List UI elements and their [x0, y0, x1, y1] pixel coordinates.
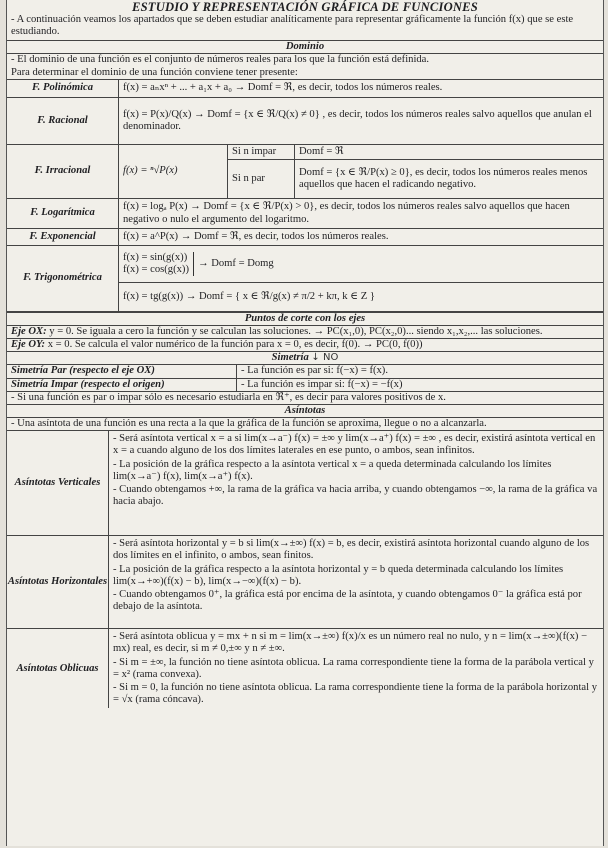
asintotas-horizontales-row — [7, 536, 603, 629]
asintotas-horizontales-label: Asíntotas Horizontales — [7, 536, 109, 628]
document-page — [6, 0, 604, 846]
corte-eje-oy — [7, 339, 603, 352]
row-label: F. Irracional — [7, 144, 119, 198]
row-text: f(x) = aₙxⁿ + ... + a₁x + a₀ → Domf = ℜ, es decir, todos los números reales. — [119, 80, 604, 98]
corte-oy-text: x = 0. Se calcula el valor numérico de la función para x = 0, es decir, f(0). → PC(0, f(0)) — [47, 339, 423, 351]
irracional-impar-label: Si n impar — [228, 144, 295, 159]
trig-line-cos: f(x) = cos(g(x)) — [123, 264, 189, 276]
intro-paragraph: - A continuación veamos los apartados que se deben estudiar analíticamente para representar gráficamente la función f(x) que se este estudiando. — [7, 14, 603, 41]
asintotas-verticales-text — [109, 431, 603, 535]
trig-line-tg: f(x) = tg(g(x)) → Domf = { x ∈ ℜ/g(x) ≠ π/2 + kπ, k ∈ Z } — [119, 283, 604, 312]
row-label: F. Racional — [7, 97, 119, 144]
simetria-impar-text: - La función es impar si: f(−x) = −f(x) — [241, 378, 403, 390]
bullet-item: - La posición de la gráfica respecto a la asíntota horizontal y = b queda determinada calculando los límites lim(x→+∞)(f(x) − b), lim(x→−∞)(f(x) − b). — [113, 563, 564, 587]
bullet-item: - Si m = ±∞, la función no tiene asíntota oblicua. La rama correspondiente tiene la forma de la parábola vertical y = x² (rama convexa). — [113, 656, 594, 680]
dominio-row-logaritmica — [7, 199, 603, 229]
page-title: ESTUDIO Y REPRESENTACIÓN GRÁFICA DE FUNCIONES — [132, 0, 478, 14]
section-heading-asintotas: Asíntotas — [7, 405, 603, 418]
dominio-row-irracional — [7, 144, 603, 159]
row-label: F. Logarítmica — [7, 199, 119, 229]
bullet-item: - Si m = 0, la función no tiene asíntota oblicua. La rama correspondiente tiene la forma de la parábola horizontal y = √x (rama cóncava). — [113, 682, 597, 706]
row-label: F. Trigonométrica — [7, 246, 119, 312]
trig-line-sin: f(x) = sin(g(x)) — [123, 251, 188, 263]
asintotas-horizontales-text — [109, 536, 603, 628]
irracional-formula: f(x) = ⁿ√P(x) — [119, 144, 228, 198]
row-text: f(x) = a^P(x) → Domf = ℜ, es decir, todos los números reales. — [119, 229, 604, 246]
simetria-par-row — [7, 365, 603, 378]
bullet-item: - Será asíntota oblicua y = mx + n si m = lim(x→±∞) f(x)/x es un número real no nulo, y n = lim(x→±∞)(f(x) − mx) real, es decir, si m ≠ 0,±∞ y n ≠ ±∞. — [113, 631, 588, 655]
simetria-impar-label: Simetría Impar (respecto el origen) — [7, 379, 237, 391]
simetria-note: - Si una función es par o impar sólo es necesario estudiarla en ℜ⁺, es decir para valores positivos de x. — [7, 392, 603, 405]
irracional-par-text: Domf = {x ∈ ℜ/P(x) ≥ 0}, es decir, todos los números reales menos aquellos que hacen el radicando negativo. — [295, 160, 604, 199]
corte-oy-label: Eje OY: — [11, 339, 46, 351]
corte-ox-text: y = 0. Se iguala a cero la función y se calculan las soluciones. → PC(x₁,0), PC(x₂,0)... siendo x₁,x₂,... las soluciones. — [49, 326, 543, 338]
bullet-item: - Cuando obtengamos 0⁺, la gráfica está por encima de la asíntota, y cuando obtengamos 0⁻ la gráfica está por debajo de la asíntota. — [113, 589, 582, 613]
bullet-item: - Será asíntota horizontal y = b si lim(x→±∞) f(x) = b, es decir, existirá asíntota horizontal cuando alguno de los dos límites en el infinito, o ambos, sean finitos. — [113, 538, 590, 562]
dominio-table — [7, 80, 603, 312]
handwritten-note: ↓ NO — [311, 352, 339, 364]
bullet-item: - Cuando obtengamos +∞, la rama de la gráfica va hacia arriba, y cuando obtengamos −∞, la rama de la gráfica va hacia abajo. — [113, 484, 598, 508]
asintotas-oblicuas-text — [109, 629, 603, 708]
row-label: F. Exponencial — [7, 229, 119, 246]
dominio-lead: Para determinar el dominio de una función conviene tener presente: — [7, 67, 603, 80]
asintotas-oblicuas-label: Asíntotas Oblicuas — [7, 629, 109, 708]
trig-sin-cos — [119, 246, 604, 283]
asintotas-verticales-row — [7, 431, 603, 536]
asintotas-oblicuas-row — [7, 629, 603, 708]
row-label: F. Polinómica — [7, 80, 119, 98]
corte-ox-label: Eje OX: — [11, 326, 47, 338]
dominio-row-racional — [7, 97, 603, 144]
row-text: f(x) = P(x)/Q(x) → Domf = {x ∈ ℜ/Q(x) ≠ 0} , es decir, todos los números reales salvo aquellos que anulan el denominador. — [119, 97, 604, 144]
row-text: f(x) = logₐ P(x) → Domf = {x ∈ ℜ/P(x) > 0}, es decir, todos los números reales salvo aquellos que hacen negativo o nulo el argumento del logaritmo. — [119, 199, 604, 229]
dominio-row-trigonometrica — [7, 246, 603, 283]
trig-result: → Domf = Domg — [197, 257, 274, 269]
bullet-item: - La posición de la gráfica respecto a la asíntota vertical x = a queda determinada calculando los límites lim(x→a⁻) f(x), lim(x→a⁺) f(x). — [113, 458, 552, 482]
asintotas-definition: - Una asíntota de una función es una recta a la que la gráfica de la función se aproxima, llegue o no a alcanzarla. — [7, 418, 603, 431]
simetria-par-text: - La función es par si: f(−x) = f(x). — [241, 365, 388, 377]
simetria-heading-text: Simetría — [271, 352, 309, 364]
irracional-par-label: Si n par — [228, 160, 295, 199]
simetria-par-label: Simetría Par (respecto el eje OX) — [7, 365, 237, 377]
section-heading-dominio: Dominio — [7, 41, 603, 54]
dominio-row-polinomica — [7, 80, 603, 98]
corte-eje-ox — [7, 326, 603, 339]
section-heading-simetria — [7, 352, 603, 365]
dominio-row-exponencial — [7, 229, 603, 246]
dominio-definition: - El dominio de una función es el conjunto de números reales para los que la función está definida. — [11, 54, 430, 66]
bullet-item: - Será asíntota vertical x = a si lim(x→a⁻) f(x) = ±∞ y lim(x→a⁺) f(x) = ±∞ , es decir, existirá asíntota vertical en x = a cuando alguno de los dos límites laterales en ese punto, o ambos, sean infinitos. — [113, 433, 596, 457]
asintotas-verticales-label: Asíntotas Verticales — [7, 431, 109, 535]
irracional-impar-text: Domf = ℜ — [295, 144, 604, 159]
section-heading-corte: Puntos de corte con los ejes — [7, 312, 603, 326]
simetria-impar-row — [7, 379, 603, 392]
